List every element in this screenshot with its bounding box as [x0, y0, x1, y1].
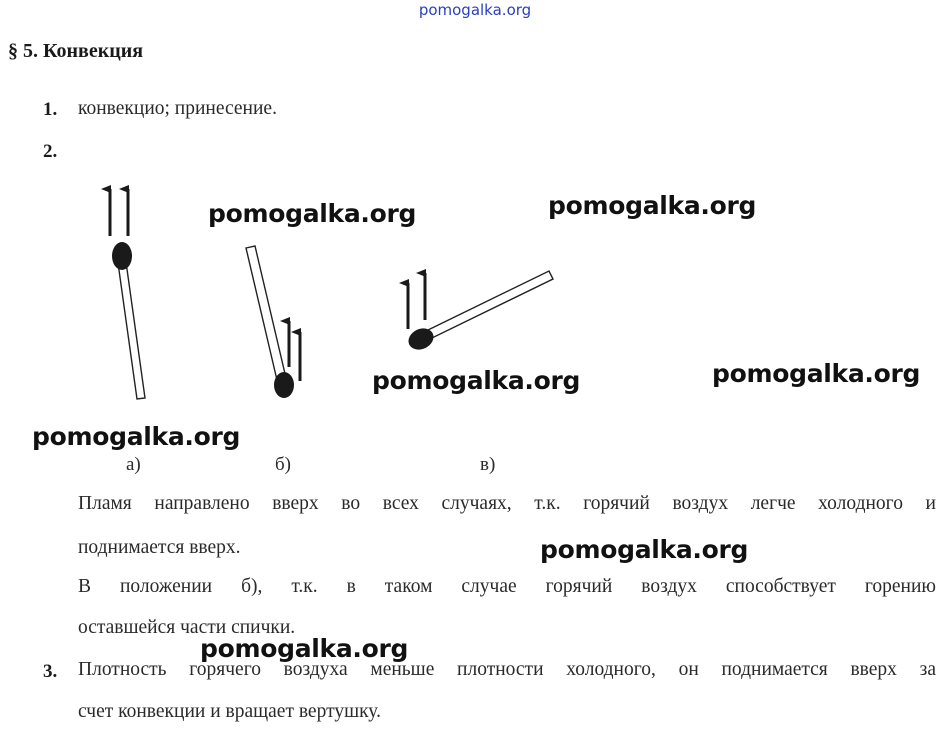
- watermark: pomogalka.org: [200, 634, 409, 663]
- caption-v: в): [480, 454, 496, 475]
- item-number-1: 1.: [43, 99, 58, 120]
- section-title: § 5. Конвекция: [8, 40, 144, 62]
- answer2-para2-line2: оставшейся части спички.: [78, 617, 296, 638]
- answer2-para1-line1: Пламя направлено вверх во всех случаях, т.к. горячий воздух легче холодного и: [78, 493, 936, 514]
- match-stick: [118, 262, 145, 399]
- watermark: pomogalka.org: [548, 191, 757, 220]
- item-text-1: конвекцио; принесение.: [78, 98, 277, 119]
- match-a: [110, 189, 145, 399]
- answer2-para2-line1: В положении б), т.к. в таком случае горячий воздух способствует горению: [78, 576, 936, 597]
- match-stick: [428, 271, 553, 338]
- caption-b: б): [275, 454, 291, 475]
- site-link[interactable]: pomogalka.org: [418, 1, 532, 19]
- match-v: [405, 271, 553, 354]
- match-head: [274, 372, 294, 398]
- caption-a: а): [126, 454, 141, 475]
- watermark: pomogalka.org: [208, 199, 417, 228]
- answer2-para1-line2: поднимается вверх.: [78, 537, 241, 558]
- watermark: pomogalka.org: [712, 359, 921, 388]
- watermark: pomogalka.org: [540, 535, 749, 564]
- match-stick: [246, 246, 286, 380]
- match-head: [112, 242, 132, 270]
- item-number-2: 2.: [43, 141, 58, 162]
- item-number-3: 3.: [43, 661, 58, 682]
- watermark: pomogalka.org: [32, 422, 241, 451]
- item-text-3-line1: Плотность горячего воздуха меньше плотности холодного, он поднимается вверх за: [78, 659, 936, 680]
- item-text-3-line2: счет конвекции и вращает вертушку.: [78, 701, 381, 722]
- watermark: pomogalka.org: [372, 366, 581, 395]
- match-b: [246, 246, 300, 398]
